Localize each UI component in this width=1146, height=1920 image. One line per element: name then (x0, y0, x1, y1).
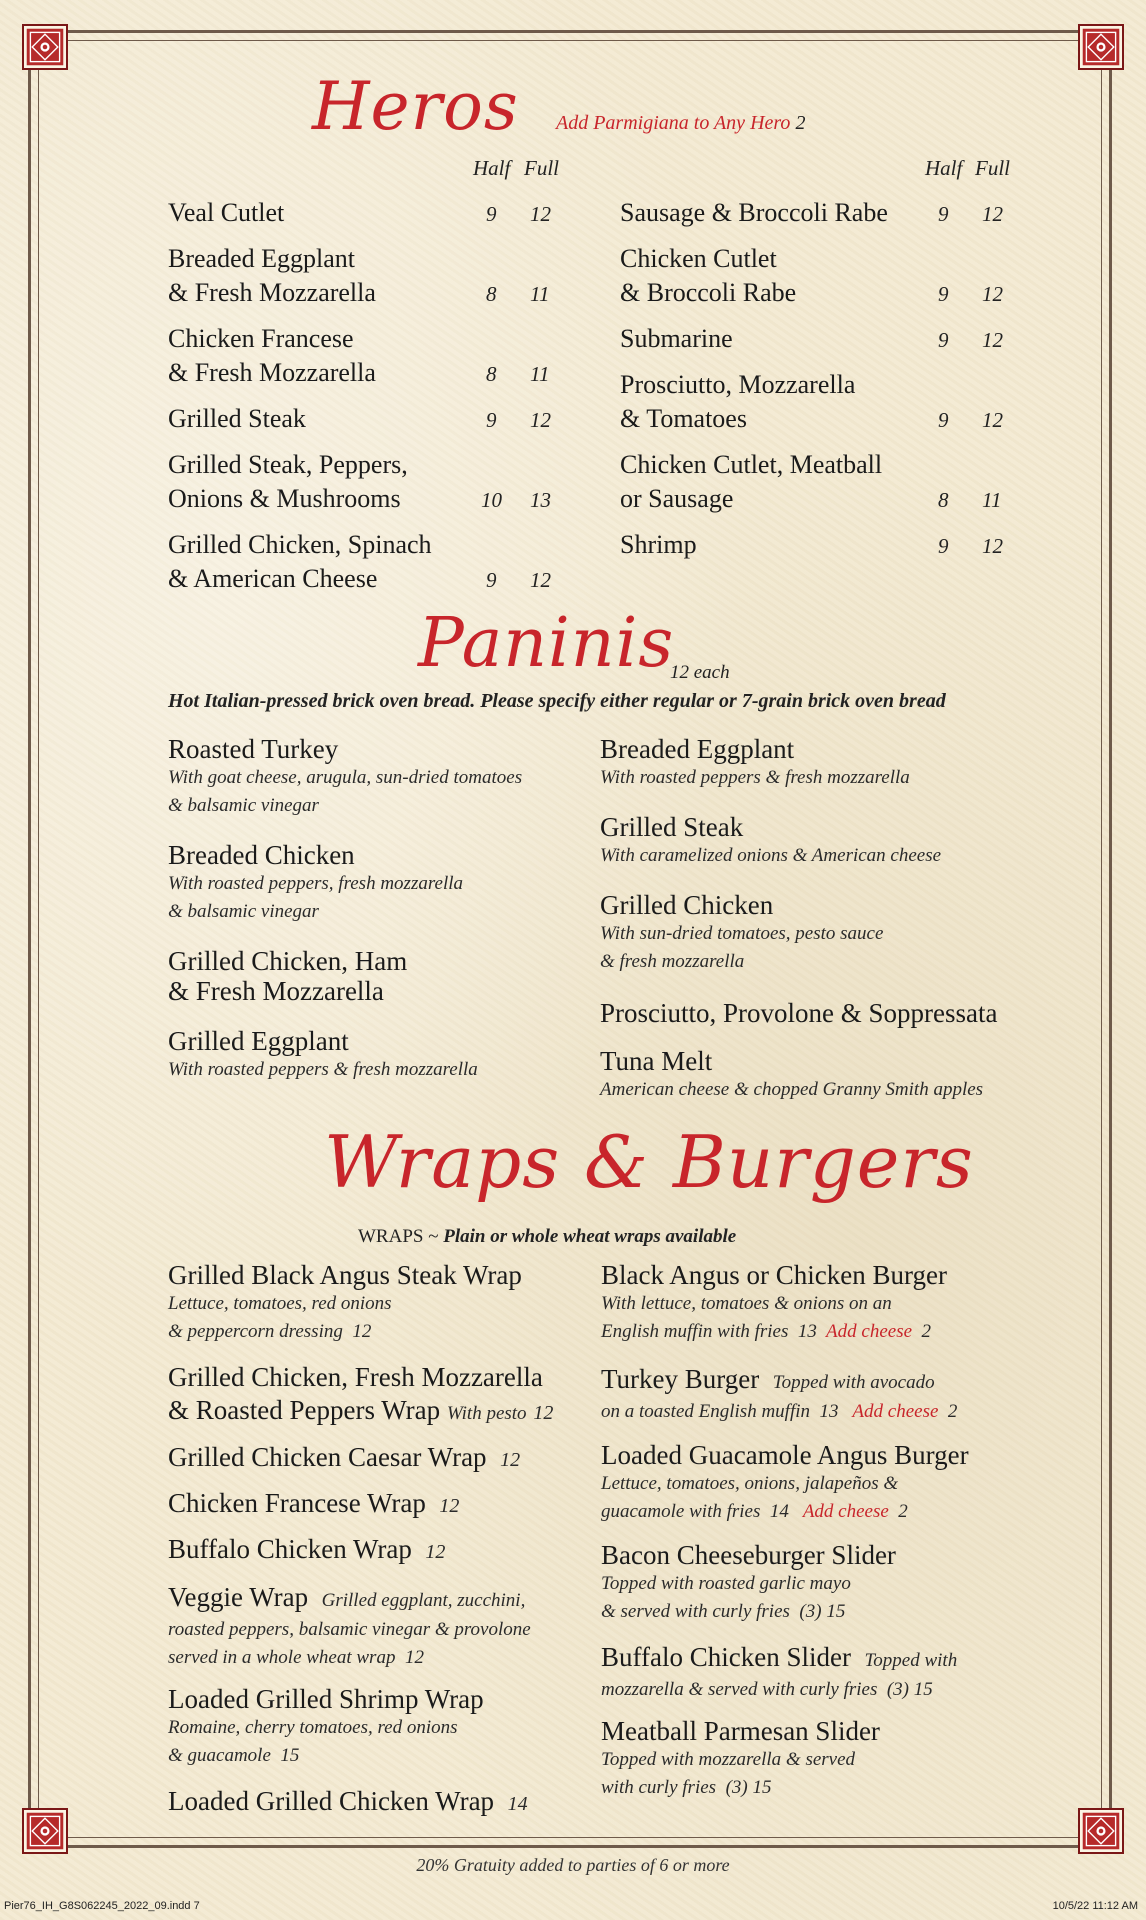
wrap-loaded-grilled-chicken: Loaded Grilled Chicken Wrap 14 (168, 1786, 528, 1816)
hero-price-full: 12 (982, 408, 1003, 432)
hero-price-full: 12 (530, 568, 551, 592)
heros-col-full-right: Full (975, 156, 1010, 180)
hero-price-half: 8 (486, 282, 497, 306)
slider-meatball-parmesan: Meatball Parmesan Slider Topped with mozzarella & served with curly fries (3) 15 (601, 1716, 880, 1798)
wrap-loaded-grilled-shrimp: Loaded Grilled Shrimp Wrap Romaine, cherry tomatoes, red onions & guacamole 15 (168, 1684, 484, 1766)
hero-price-half: 9 (486, 202, 497, 226)
panini-roasted-turkey: Roasted Turkey With goat cheese, arugula, sun-dried tomatoes & balsamic vinegar (168, 734, 523, 816)
panini-grilled-eggplant: Grilled Eggplant With roasted peppers & fresh mozzarella (168, 1026, 478, 1080)
hero-price-half: 9 (938, 282, 949, 306)
hero-item-prosciutto-mozzarella: Prosciutto, Mozzarella & Tomatoes (620, 370, 856, 433)
hero-item-breaded-eggplant: Breaded Eggplant & Fresh Mozzarella (168, 244, 376, 307)
wraps-sub-label: WRAPS ~ (358, 1226, 439, 1247)
hero-price-full: 11 (530, 362, 550, 386)
print-slug-timestamp: 10/5/22 11:12 AM (1052, 1900, 1138, 1912)
corner-ornament-icon (22, 1808, 68, 1854)
wraps-sub-note: Plain or whole wheat wraps available (443, 1226, 737, 1247)
hero-price-half: 9 (486, 408, 497, 432)
paninis-subtitle: Hot Italian-pressed brick oven bread. Please specify either regular or 7-grain brick oven bread (168, 690, 946, 712)
hero-price-full: 12 (982, 282, 1003, 306)
wrap-buffalo-chicken: Buffalo Chicken Wrap 12 (168, 1534, 446, 1564)
heros-col-full-left: Full (524, 156, 559, 180)
panini-grilled-chicken: Grilled Chicken With sun-dried tomatoes, pesto sauce & fresh mozzarella (600, 890, 884, 972)
hero-item-shrimp: Shrimp (620, 530, 697, 559)
heros-parmigiana-note (556, 112, 805, 135)
hero-item-chicken-francese: Chicken Francese & Fresh Mozzarella (168, 324, 376, 387)
corner-ornament-icon (1078, 24, 1124, 70)
wraps-burgers-title: Wraps & Burgers (324, 1120, 974, 1204)
corner-ornament-icon (1078, 1808, 1124, 1854)
hero-item-grilled-chicken-spinach: Grilled Chicken, Spinach & American Cheese (168, 530, 432, 593)
hero-item-veal-cutlet: Veal Cutlet (168, 198, 285, 227)
hero-price-half: 9 (938, 328, 949, 352)
heros-col-half-left: Half (473, 156, 511, 180)
hero-price-full: 12 (530, 408, 551, 432)
slider-bacon-cheeseburger: Bacon Cheeseburger Slider Topped with roasted garlic mayo & served with curly fries (3) 15 (601, 1540, 896, 1622)
hero-price-half: 9 (938, 534, 949, 558)
panini-grilled-steak: Grilled Steak With caramelized onions & American cheese (600, 812, 942, 866)
wrap-grilled-chicken-fresh-mozzarella: Grilled Chicken, Fresh Mozzarella & Roasted Peppers Wrap With pesto 12 (168, 1362, 554, 1425)
hero-price-half: 9 (938, 408, 949, 432)
wrap-veggie: Veggie Wrap Grilled eggplant, zucchini, roasted peppers, balsamic vinegar & provolone served in a whole wheat wrap 12 (168, 1582, 531, 1668)
hero-price-full: 11 (982, 488, 1002, 512)
slider-buffalo-chicken: Buffalo Chicken Slider Topped with mozzarella & served with curly fries (3) 15 (601, 1642, 958, 1700)
panini-grilled-chicken-ham: Grilled Chicken, Ham & Fresh Mozzarella (168, 946, 408, 1006)
hero-price-half: 10 (481, 488, 502, 512)
corner-ornament-icon (22, 24, 68, 70)
hero-price-full: 12 (982, 328, 1003, 352)
hero-price-half: 9 (486, 568, 497, 592)
burger-black-angus-chicken: Black Angus or Chicken Burger With lettuce, tomatoes & onions on an English muffin with fries 13 Add cheese 2 (601, 1260, 947, 1342)
print-slug-filename: Pier76_IH_G8S062245_2022_09.indd 7 (4, 1900, 200, 1912)
hero-item-chicken-cutlet-meatball: Chicken Cutlet, Meatball or Sausage (620, 450, 883, 513)
hero-item-chicken-cutlet-broccoli: Chicken Cutlet & Broccoli Rabe (620, 244, 797, 307)
panini-tuna-melt: Tuna Melt American cheese & chopped Granny Smith apples (600, 1046, 984, 1100)
paninis-title: Paninis (418, 604, 675, 683)
burger-loaded-guacamole-angus: Loaded Guacamole Angus Burger Lettuce, tomatoes, onions, jalapeños & guacamole with fries 14 Add cheese 2 (601, 1440, 969, 1522)
hero-price-full: 13 (530, 488, 551, 512)
hero-price-full: 12 (982, 202, 1003, 226)
heros-note-price: 2 (795, 112, 806, 134)
hero-price-half: 9 (938, 202, 949, 226)
panini-breaded-eggplant: Breaded Eggplant With roasted peppers & fresh mozzarella (600, 734, 910, 788)
hero-item-sausage-broccoli-rabe: Sausage & Broccoli Rabe (620, 198, 888, 227)
wrap-chicken-francese: Chicken Francese Wrap 12 (168, 1488, 460, 1518)
hero-item-grilled-steak-peppers: Grilled Steak, Peppers, Onions & Mushrooms (168, 450, 408, 513)
heros-title: Heros (312, 68, 519, 145)
wraps-subheading (358, 1226, 736, 1248)
hero-item-grilled-steak: Grilled Steak (168, 404, 306, 433)
hero-price-full: 11 (530, 282, 550, 306)
burger-turkey: Turkey Burger Topped with avocado on a toasted English muffin 13 Add cheese 2 (601, 1364, 958, 1422)
paninis-price-each: 12 each (670, 662, 730, 683)
heros-col-half-right: Half (925, 156, 963, 180)
panini-prosciutto-provolone: Prosciutto, Provolone & Soppressata (600, 998, 998, 1028)
wrap-grilled-chicken-caesar: Grilled Chicken Caesar Wrap 12 (168, 1442, 521, 1472)
hero-price-half: 8 (938, 488, 949, 512)
heros-note-text: Add Parmigiana to Any Hero (556, 112, 791, 134)
hero-price-full: 12 (530, 202, 551, 226)
wrap-grilled-black-angus-steak: Grilled Black Angus Steak Wrap Lettuce, tomatoes, red onions & peppercorn dressing 12 (168, 1260, 522, 1342)
hero-price-full: 12 (982, 534, 1003, 558)
panini-breaded-chicken: Breaded Chicken With roasted peppers, fresh mozzarella & balsamic vinegar (168, 840, 464, 922)
hero-item-submarine: Submarine (620, 324, 733, 353)
gratuity-note: 20% Gratuity added to parties of 6 or more (416, 1855, 730, 1875)
hero-price-half: 8 (486, 362, 497, 386)
